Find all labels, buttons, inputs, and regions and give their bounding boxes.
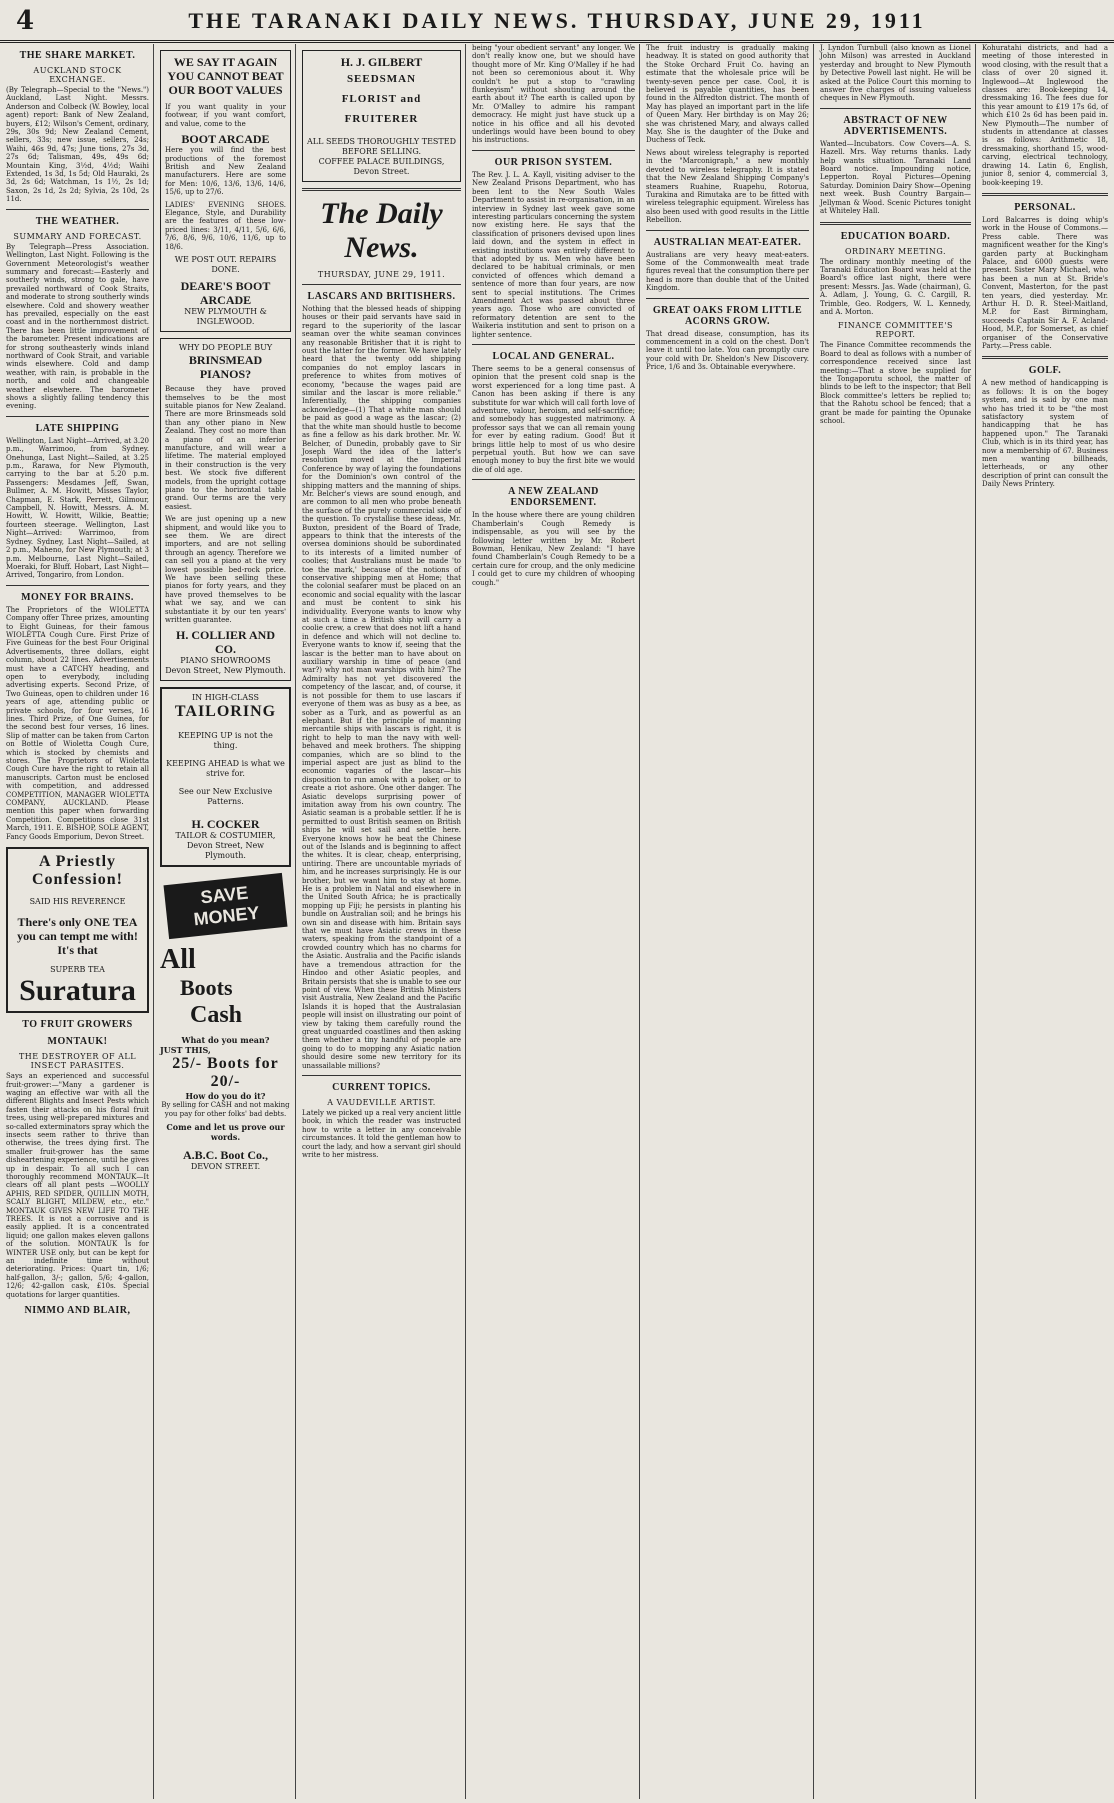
cocker-address: Devon Street, New Plymouth. xyxy=(186,841,265,861)
boot-arcade-ad xyxy=(160,50,291,332)
abc-price: 25/- Boots for 20/- xyxy=(172,1055,279,1091)
golf-body: A new method of handicapping is as follows: It is on the bogey system, and is said by one man who has tried it to be "the most satisfactory system of handicapping that he has happened upon." The Taranaki Club, which is in its third year, has now a membership of 67. Business men wanting billheads, letterheads, or any other description of print can consult the Daily News Printery. xyxy=(982,379,1108,489)
tailoring-line-3: KEEPING UP is not the thing. xyxy=(178,731,273,751)
gilbert-ad xyxy=(302,50,461,182)
tailoring-ad xyxy=(160,687,291,867)
column-5 xyxy=(642,44,814,1799)
vaudeville-heading: A VAUDEVILLE ARTIST. xyxy=(327,1097,436,1107)
priestly-line-2: There's only ONE TEA you can tempt me with! It's that xyxy=(17,915,138,958)
gilbert-seeds: ALL SEEDS THOROUGHLY TESTED BEFORE SELLING. xyxy=(307,137,456,156)
local-general-heading: LOCAL AND GENERAL. xyxy=(492,351,615,362)
gilbert-line-3: FRUITERER xyxy=(344,113,419,125)
priestly-confession-ad xyxy=(6,847,149,1013)
piano-showrooms: PIANO SHOWROOMS xyxy=(180,656,271,666)
deares-address: NEW PLYMOUTH & INGLEWOOD. xyxy=(184,307,267,327)
collier-name: H. COLLIER AND CO. xyxy=(175,628,276,657)
abc-question-1: What do you mean? xyxy=(181,1035,270,1046)
say-it-line-2: YOU CANNOT BEAT xyxy=(167,69,284,83)
abc-boot-ad xyxy=(160,879,291,1172)
priestly-headline: A Priestly Confession! xyxy=(31,853,123,889)
priestly-line-1: SAID HIS REVERENCE xyxy=(29,897,126,907)
tailoring-line-5: See our New Exclusive Patterns. xyxy=(178,787,273,807)
deares-boot-arcade: DEARE'S BOOT ARCADE xyxy=(180,279,271,308)
share-market-subheading: AUCKLAND STOCK EXCHANGE. xyxy=(33,66,122,84)
priestly-line-3: SUPERB TEA xyxy=(50,965,105,975)
daily-news-flag: The Daily News. xyxy=(320,197,443,264)
cocker-name: H. COCKER xyxy=(191,817,260,832)
brinsmead-body: Because they have proved themselves to be the most suitable pianos for New Zealand. There are more Brinsmeads sold than any other piano in New Zealand. They cost no more than a piano of an inferior manufacture, and will wear a lifetime. The material employed in their construction is the very best. We stock five different models, from the upright cottage piano to the horizontal table grand. Our terms are the very easiest. xyxy=(165,385,286,511)
prison-heading: OUR PRISON SYSTEM. xyxy=(494,156,613,168)
weather-heading: THE WEATHER. xyxy=(35,215,120,227)
finance-committee-heading: FINANCE COMMITTEE'S REPORT. xyxy=(838,321,953,340)
local-general-body: There seems to be a general consensus of opinion that the present cold snap is the worst experienced for a long time past. A Canon has been asking if there is any substitute for war which will call forth love of adventure, valour, heroism, and self-sacrifice; and somebody has suggested matrimony. A professor says that we can all remain young for ever by eating radium. Good! But it brings little help to most of us who desire perpetual youth. But how we can save enough money to buy the first bite we would die of old age. xyxy=(472,365,635,474)
brinsmead-title: BRINSMEAD PIANOS? xyxy=(188,353,263,382)
column-7 xyxy=(978,44,1112,1799)
abc-question-2: JUST THIS, xyxy=(160,1045,211,1056)
dateline: THURSDAY, JUNE 29, 1911. xyxy=(317,270,446,279)
money-for-brains-body: The Proprietors of the WIOLETTA Company offer Three prizes, amounting to Eight Guineas, for their famous WIOLETTA Cough Cure. First Prize of Five Guineas for the best Four Original Advertisements, three dollars, eight column, about 22 lines. Advertisements must have a CATCHY heading, and open to everybody, including advertising experts. Second Prize, of Two Guineas, open to children under 16 years of age, attending public or private schools, for four verses, 16 lines. Third Prize, of One Guinea, for the second best four verses, 16 lines. Slip of matter can be taken from Carton on Bottle of Wioletta Cough Cure, which is stocked by chemists and stores. The Proprietors of Wioletta Cough Cure have the right to retain all manuscripts. Carton must be enclosed with competition, and addressed COMPETITION, MANAGER WIOLETTA COMPANY, AUCKLAND. Please mention this paper when forwarding Competition. Competitions close 31st March, 1911. E. BISHOP, SOLE AGENT, Fancy Goods Emporium, Devon Street. xyxy=(6,605,149,841)
abc-cta: Come and let us prove our words. xyxy=(166,1122,285,1143)
boot-arcade-title: BOOT ARCADE xyxy=(181,132,270,147)
abc-body: By selling for CASH and not making you pay for other folks' bad debts. xyxy=(161,1101,290,1118)
collier-address: Devon Street, New Plymouth. xyxy=(165,666,286,676)
new-advts-heading: ABSTRACT OF NEW ADVERTISEMENTS. xyxy=(843,114,948,137)
abc-address: DEVON STREET. xyxy=(190,1162,261,1172)
gilbert-address: COFFEE PALACE BUILDINGS, Devon Street. xyxy=(318,157,445,176)
brinsmead-body-2: We are just opening up a new shipment, and would like you to see them. We are direct importers, and are not selling through an agency. Therefore we can sell you a piano at the very lowest possible bed-rock price. We have been selling these pianos for forty years, and they have proved themselves to be what we say, and we can substantiate it by our ten years' written guarantee. xyxy=(165,515,286,625)
abc-line-boots: Boots xyxy=(180,975,233,1001)
gilbert-line-2: FLORIST and xyxy=(341,93,422,105)
montauk-body: Says an experienced and successful fruit-grower:—"Many a gardener is waging an effective war with all the different Blights and Insect Pests which fasten their attacks on his floral fruit trees, using well-prepared mixtures and so-called exterminators spray which the insects seem rather to thrive than otherwise, the trees dying first. The smaller fruit-grower has the same disheartening experience, until he gives up in despair. To all such I can thoroughly recommend MONTAUK—It clears off all plant pests —WOOLLY APHIS, RED SPIDER, QUILLIN MOTH, SCALY BLIGHT, MILDEW, etc., etc." MONTAUK GIVES NEW LIFE TO THE TREES. It is not a corrosive and is easily applied. It is a concentrated liquid; one gallon makes eleven gallons of the solution. MONTAUK Is for WINTER USE only, but can be kept for an indefinite time without deteriorating. Prices: Quart tin, 1/6; half-gallon, 3/-; gallon, 5/6; 4-gallon, 12/6; 42-gallon cask, £10s. Special quotations for larger quantities. xyxy=(6,1072,149,1299)
vaudeville-body: Lately we picked up a real very ancient little book, in which the reader was instructed how to write a letter in any conceivable circumstances. It told the gentleman how to court the lady, and how a servant girl should write to her mistress. xyxy=(302,1108,461,1159)
ordinary-meeting-heading: ORDINARY MEETING. xyxy=(844,246,947,256)
personal-body: Lord Balcarres is doing whip's work in the House of Commons.—Press cable. There was magnificent weather for the King's garden party at Buckingham Palace, and 6000 guests were present. Sister Mary Michael, who has been a nun at St. Bride's Convent, Masterton, for the past ten years, died yesterday. Mr. Arthur H. D. R. Steel-Maitland, M.P. for East Birmingham, succeeds Captain Sir A. F. Acland-Hood, M.P., for Somerset, as chief organiser of the Conservative Party.—Press cable. xyxy=(982,215,1108,350)
nz-endorsement-body: In the house where there are young children Chamberlain's Cough Remedy is indispensable, as you will see by the following letter written by Mr. Robert Bowman, Henikau, New Zealand: "I have found Chamberlain's Cough Remedy to be a certain cure for croup, and the only medicine I could get to cure my children of whooping cough." xyxy=(472,511,635,587)
meat-eater-body: Australians are very heavy meat-eaters. Some of the Commonwealth meat trade figures reveal that the consumption there per head is more than double that of the United Kingdom. xyxy=(646,250,809,293)
personal-heading: PERSONAL. xyxy=(1014,201,1076,213)
turnbull-body: J. Lyndon Turnbull (also known as Lionel John Milson) was arrested in Auckland yesterday and brought to New Plymouth by Detective Powell last night. He will be asked at the Police Court this morning to answer five charges of issuing valueless cheques in New Plymouth. xyxy=(820,44,971,103)
montauk-heading: MONTAUK! xyxy=(47,1036,108,1048)
new-advts-body: Wanted—Incubators. Cow Covers—A. S. Hazell. Mrs. Way returns thanks. Lady help wants situation. Taranaki Land Board notice. Impounding notice, Lepperton. Royal Pictures—Opening Saturday. Dominion Dairy Show—Opening next week. Bush Country Bargain—Jellyman & Wood. Scenic Pictures tonight at Whiteley Hall. xyxy=(820,139,971,216)
masthead xyxy=(0,0,1114,43)
abc-line-cash: Cash xyxy=(190,1002,243,1029)
nimmo-blair: NIMMO AND BLAIR, xyxy=(24,1305,131,1317)
column-2 xyxy=(156,44,296,1799)
share-market-heading: THE SHARE MARKET. xyxy=(19,50,136,61)
say-it-line-1: WE SAY IT AGAIN xyxy=(173,55,278,69)
say-it-line-3: OUR BOOT VALUES xyxy=(168,83,283,97)
masthead-title: THE TARANAKI DAILY NEWS. THURSDAY, JUNE 29, 1911 xyxy=(188,8,926,33)
lascars-body: Nothing that the blessed heads of shipping houses or their paid servants have said in regard to the superiority of the lascar seaman over the white seaman convinces any reasonable Britisher that it is right to oust the latter for the former. We have lately heard that the twenty odd shipping companies do not employ lascars in preference to whites from motives of economy, "because the wages paid are similar and the lascar is more reliable." Inferentially, the shipping companies acknowledge—(1) That a white man should be paid as good a wage as the lascar; (2) that the white man should hustle to become as fine a fellow as his dark brother. Mr. W. Belcher, of Dunedin, probably gave to Sir Joseph Ward the idea of the latter's resolution moved at the Imperial Conference by way of laying the foundations for the Dominion's own control of the shipping matters and the manning of ships. Mr. Belcher's views are sound enough, and are common to all men who probe beneath the surface of the purely commercial side of the question. To crystallise these ideas, Mr. Buxton, president of the Board of Trade, appears to think that the interests of the oversea dominions should be subordinated to its interests of a limited number of coolies; that Australians must be made 'to toe the mark,' because of the notions of conservative shipping men at Home; that the colonial seafarer must be placed on an economic and social equality with the lascar and must be content to sink his individuality. Everyone wants to know why at such a time a British ship will carry a coolie crew, a crew that does not lift a hand in defence and which will not decline to. Everyone wants to know if, seeing that the lascar is the better man to have about on auxiliary warship in time of peace (and war?) why not man warships with him? The Admiralty has not yet discovered the competency of the lascar, and, of course, it is not possible for them to use lascars if everyone of them was as busy as a bee, as sober as a Turk, and as powerful as an elephant. But if the principle of manning mercantile ships with lascars is right, it is right to help to man the navy with well-behaved and meek brothers. The shipping companies, which are so blind to the imperial aspect are just as blind to the economic vagaries of the lascar—his disposition to run amok with a poker, or to create a riot ashore. One other danger. The Asiatic develops surprising power of imitation away from his own country. The Asiatic seaman is a probable settler. If he is permitted to oust British seamen on British ships he will set sail and settle here. Everyone knows how he beat the Chinese out of the Islands and is beginning to affect the whites. It is clear, cheap, enterprising, untiring. There are uncountable myriads of him, and he increases surprisingly. He is our brother, but we want him to stay at home. He is a problem in Natal and elsewhere in the United South Africa; he is practically mopping up Fiji; he persists in planting his bundle on Australian soil; and he brings his own sin and disease with him. Britain says that we must have Asiatic crews in these waters, speaking from the standpoint of a crowded country which has no charms for the Asiatic. Australia and the Pacific islands have a tremendous attraction for the Hindoo and other Asiatic peoples, and Britain persists that she is unable to see our point of view. When these British Ministers visit Australia, New Zealand and the Pacific Islands it is hoped that the Australasian people will insist on illustrating our point of view by taking them carefully round the great unguarded coastlines and then asking them whether a tiny handful of people are going to do to mopping any Asiatic nation should desire some new territory for its unassailable millions? xyxy=(302,305,461,1070)
tailoring-line-4: KEEPING AHEAD is what we strive for. xyxy=(166,759,285,779)
weather-body: By Telegraph—Press Association. Wellington, Last Night. Following is the Government Meteorologist's weather summary and forecast:—Easterly and southerly winds, strong to gale, have prevailed northward of Cook Straits, and moderate to strong southerly winds elsewhere. Cold and showery weather has prevailed, especially on the east coast and in the northernmost district. There has been little improvement of the barometer. Present indications are for strong southeasterly winds inland northward of Cook Strait, and variable winds elsewhere. Cold and damp weather, with rain, is probable in the north, and cold and changeable weather elsewhere. The barometer shows a slightly falling tendency this evening. xyxy=(6,242,149,411)
shipping-heading: LATE SHIPPING xyxy=(35,422,120,434)
education-board-body: The ordinary monthly meeting of the Taranaki Education Board was held at the Board's office last night, there were present: Messrs. Jas. Wade (chairman), G. A. Adlam, J. Young, G. C. Cargill, R. Trimble, Geo. Rodgers, W. L. Kennedy, and A. Morton. xyxy=(820,257,971,316)
current-topics-heading: CURRENT TOPICS. xyxy=(332,1081,431,1093)
kohuratahi-body: Kohuratahi districts, and had a meeting of those interested in wood closing, with the result that a class of over 20 signed it. Inglewood—At Inglewood the classes are: Book-keeping 14, dressmaking 16. The fees due for this year amount to £19 17s 6d, of which £10 2s 6d has been paid in. New Plymouth—The number of students in attendance at classes is as follows: Arithmetic 18, dressmaking, shorthand 15, wood-carving, electrical technology, drawing 14. Latin 6, English, junior 8, senior 4, commercial 3, book-keeping 19. xyxy=(982,44,1108,187)
education-board-heading: EDUCATION BOARD. xyxy=(840,230,951,242)
save-money-badge: SAVE MONEY xyxy=(164,873,288,939)
cocker-trade: TAILOR & COSTUMIER, xyxy=(175,831,276,841)
column-6 xyxy=(816,44,976,1799)
column-4 xyxy=(468,44,640,1799)
page-number: 4 xyxy=(16,6,35,36)
boot-arcade-body: Here you will find the best productions of the foremost British and New Zealand manufacturers. Here are some for Men: 10/6, 13/6, 13/6, 14/6, 15/6, up to 27/6. xyxy=(165,146,286,197)
say-it-body: If you want quality in your footwear, if you want comfort, and value, come to the xyxy=(165,103,286,128)
fruit-growers-heading: TO FRUIT GROWERS xyxy=(22,1019,133,1031)
suratura-brand: Suratura xyxy=(19,974,136,1008)
brinsmead-question: WHY DO PEOPLE BUY xyxy=(178,343,273,353)
tailoring-title: TAILORING xyxy=(174,703,277,721)
great-oaks-body: That dread disease, consumption, has its commencement in a cold on the chest. Don't leave it until too late. You can promptly cure your cold with Dr. Sheldon's New Discovery. Price, 1/6 and 3s. Obtainable everywhere. xyxy=(646,329,809,372)
prison-body: The Rev. J. L. A. Kayll, visiting adviser to the New Zealand Prisons Department, who has been lent to the New South Wales Department to assist in re-organisation, in an interview in Sydney last week gave some interesting particulars concerning the system now existing here. He says that the classification of prisoners devised upon lines laid down, and the system in effect in existing institutions was entirely different to that adopted by us. Men who have been declared to be habitual criminals, or men convicted of offences which demand a sentence of more than four years, are now sent to special institutions. The Crimes Amendment Act was passed about three years ago. Those who are convicted of reformatory detention are sent to the Waikeria institution and sent to prison on a lighter sentence. xyxy=(472,170,635,339)
lead-body: being "your obedient servant" any longer. We don't really know one, but we should have thought more of Mr. King O'Malley if he had not been so ceremonious about it. Why couldn't he put a stop to "crawling flunkeyism" without shouting around the earth about it? The earth is called upon by Mr. O'Malley to admire his rampant democracy. He might just have stuck up a notice in his office and all his devoted underlings would have been bound to obey his instructions. xyxy=(472,44,635,145)
lascars-heading: LASCARS AND BRITISHERS. xyxy=(307,291,456,302)
golf-heading: GOLF. xyxy=(1028,365,1062,377)
gilbert-name: H. J. GILBERT xyxy=(340,55,423,69)
abc-name: A.B.C. Boot Co., xyxy=(182,1148,268,1163)
brinsmead-ad xyxy=(160,338,291,681)
fruit-body: The fruit industry is gradually making headway. It is stated on good authority that the Stoke Orchard Fruit Co. having an estimate that the wholesale price will be twenty-seven pence per case. Cool, it is believed is payable quantities, has been found in the Alfredton district. The month of May has played an important part in the life of Queen Mary. Her birthday is on May 26; she was christened Mary, and always called May. She is the daughter of the Duke and Duchess of Teck. xyxy=(646,44,809,145)
gilbert-line-1: SEEDSMAN xyxy=(346,73,417,85)
column-1 xyxy=(2,44,154,1799)
finance-committee-body: The Finance Committee recommends the Board to deal as follows with a number of correspondence received since last meeting:—That a stove be supplied for the Tongaporutu school, the matter of blinds to be left to the inspector; that Bell Block committee's letters be replied to; that the Rahotu school be fenced; that a grant be made for painting the Opunake school. xyxy=(820,341,971,425)
abc-question-3: How do you do it? xyxy=(185,1091,266,1102)
tailoring-line-1: IN HIGH-CLASS xyxy=(192,693,259,703)
abc-line-all: All xyxy=(160,944,196,976)
nz-endorsement-heading: A NEW ZEALAND ENDORSEMENT. xyxy=(508,486,599,509)
shipping-body: Wellington, Last Night—Arrived, at 3.20 p.m., Warrimoo, from Sydney. Onehunga, Last Night—Sailed, at 3.25 p.m., Rarawa, for New Plymouth, carrying to the bar at 5.20 p.m. Passengers: Mesdames Jeff, Swan, Bullmer, A. M. Howitt, Misses Taylor, Chapman, E. Stark, Perrett, Gilmour, Campbell, N. Howitt, Messrs. A. M. Howitt, W. Howitt, Wilkie, Beattie; fourteen steerage. Wellington, Last Night—Arrived: Warrimoo, from Sydney. Sydney, Last Night—Sailed, at 2 p.m., Maheno, for New Plymouth; at 3 p.m. Melbourne, Last Night—Sailed, Moeraki, for Bluff. Hobart, Last Night—Arrived, Tongariro, from London. xyxy=(6,436,149,580)
post-out: WE POST OUT. REPAIRS DONE. xyxy=(174,255,277,275)
montauk-subheading: THE DESTROYER OF ALL INSECT PARASITES. xyxy=(18,1052,137,1071)
wireless-body: News about wireless telegraphy is reported in the "Marconigraph," a new monthly devoted to wireless telegraphy. It is stated that the New Zealand Shipping Company's steamers Ruahine, Ruapehu, Rotorua, Turakina and Rimutaka are to be fitted with wireless telegraphic equipment. Wireless has also been used with good results in the Little Rebellion. xyxy=(646,148,809,225)
column-3 xyxy=(298,44,466,1799)
share-market-body: (By Telegraph—Special to the "News.") Auckland, Last Night. Messrs. Anderson and Colbeck (W. Bowley, local agent) report: Bank of New Zealand, buyers, £12; Wilson's Cement, ordinary, 29s, 30s 9d; New Zealand Cement, sellers, 33s; new issue, sellers, 24s; Waihi, 46s 9d, 47s; June tions, 27s 3d, 27s 6d; Talisman, 49s, 49s 6d; Mountain King, 3½d, 4½d; Waihi Extended, 1s 3d, 1s 5d; Old Hauraki, 2s 3d, 2s 6d; Watchman, 1s 1½, 2s 1d; Saxon, 2s 1d, 2s 2d; Sylvia, 2s 10d, 2s 11d. xyxy=(6,86,149,204)
ladies-shoes: LADIES' EVENING SHOES. Elegance, Style, and Durability are the features of these low-priced lines: 3/11, 4/11, 5/6, 6/6, 7/6, 8/6, 9/6, 10/6, 11/6, up to 18/6. xyxy=(165,200,286,251)
great-oaks-heading: GREAT OAKS FROM LITTLE ACORNS GROW. xyxy=(652,304,803,327)
money-for-brains-heading: MONEY FOR BRAINS. xyxy=(21,591,134,603)
meat-eater-heading: AUSTRALIAN MEAT-EATER. xyxy=(653,236,802,248)
weather-subheading: SUMMARY AND FORECAST. xyxy=(13,231,142,241)
